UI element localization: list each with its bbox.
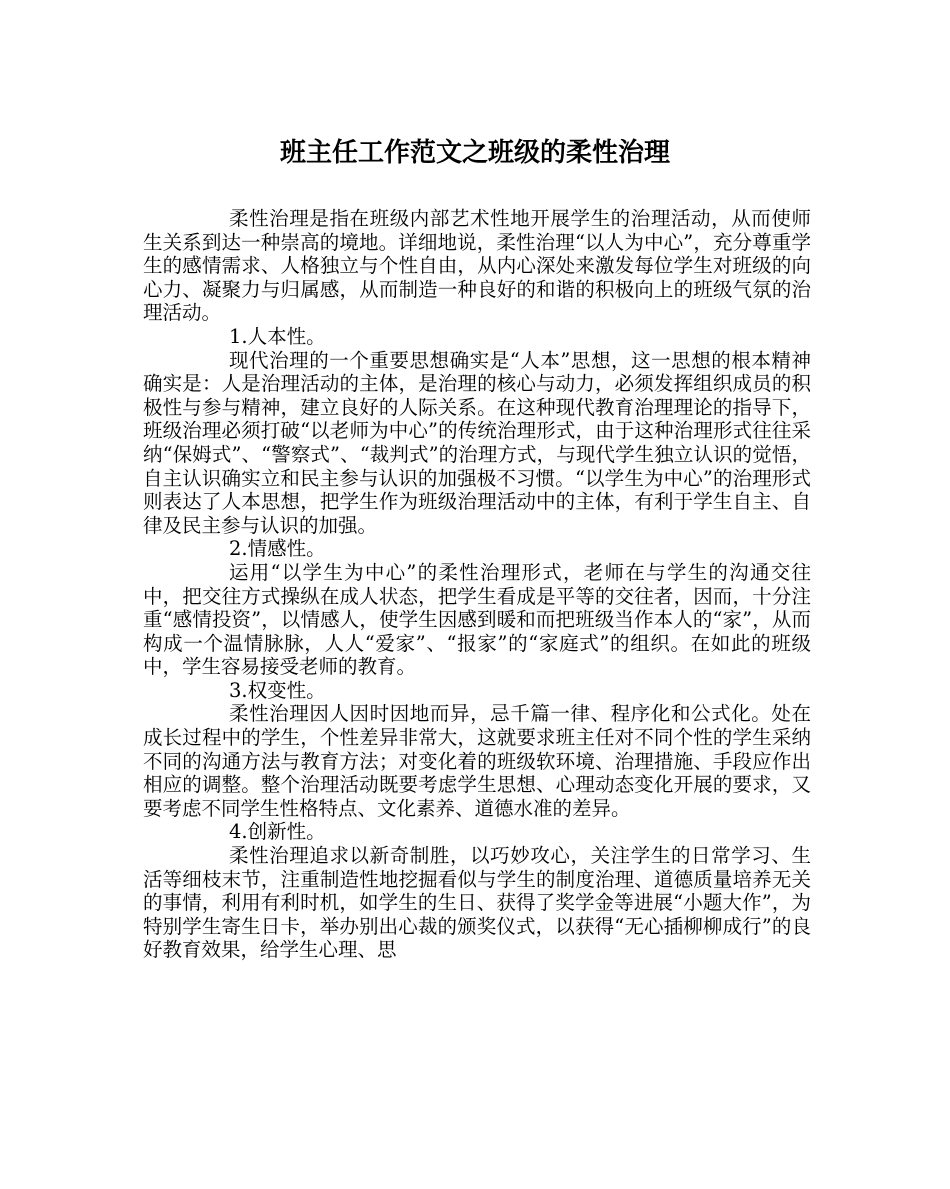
section-heading-1: 1.人本性。 bbox=[229, 324, 326, 348]
document-title: 班主任工作范文之班级的柔性治理 bbox=[279, 138, 670, 168]
paragraph-4: 柔性治理追求以新奇制胜，以巧妙攻心，关注学生的日常学习、生活等细枝末节，注重制造性地挖掘看似与学生的制度治理、道德质量培养无关的事情，利用有利时机，如学生的生日、获得了奖学金等进展“小题大作”，为特别学生寄生日卡，举办别出心裁的颁奖仪式，以获得“无心插柳柳成行”的良好教育效果，给学生心理、思 bbox=[143, 844, 811, 962]
paragraph-intro: 柔性治理是指在班级内部艺术性地开展学生的治理活动，从而使师生关系到达一种崇高的境地。详细地说，柔性治理“以人为中心”，充分尊重学生的感情需求、人格独立与个性自由，从内心深处来激发每位学生对班级的向心力、凝聚力与归属感，从而制造一种良好的和谐的积极向上的班级气氛的治理活动。 bbox=[143, 207, 811, 325]
section-heading-2: 2.情感性。 bbox=[229, 537, 326, 561]
section-heading-4: 4.创新性。 bbox=[229, 820, 326, 844]
paragraph-3: 柔性治理因人因时因地而异，忌千篇一律、程序化和公式化。处在成长过程中的学生，个性差异非常大，这就要求班主任对不同个性的学生采纳不同的沟通方法与教育方法；对变化着的班级软环境、治理措施、手段应作出相应的调整。整个治理活动既要考虑学生思想、心理动态变化开展的要求，又要考虑不同学生性格特点、文化素养、道德水准的差异。 bbox=[143, 702, 811, 820]
paragraph-1: 现代治理的一个重要思想确实是“人本”思想，这一思想的根本精神确实是：人是治理活动的主体，是治理的核心与动力，必须发挥组织成员的积极性与参与精神，建立良好的人际关系。在这种现代教育治理理论的指导下，班级治理必须打破“以老师为中心”的传统治理形式，由于这种治理形式往往采纳“保姆式”、“警察式”、“裁判式”的治理方式，与现代学生独立认识的觉悟，自主认识确实立和民主参与认识的加强极不习惯。“以学生为中心”的治理形式则表达了人本思想，把学生作为班级治理活动中的主体，有利于学生自主、自律及民主参与认识的加强。 bbox=[143, 348, 811, 537]
section-heading-3: 3.权变性。 bbox=[229, 678, 326, 702]
document-body bbox=[143, 207, 811, 962]
paragraph-2: 运用“以学生为中心”的柔性治理形式，老师在与学生的沟通交往中，把交往方式操纵在成人状态，把学生看成是平等的交往者，因而，十分注重“感情投资”，以情感人，使学生因感到暖和而把班级当作本人的“家”，从而构成一个温情脉脉，人人“爱家”、“报家”的“家庭式”的组织。在如此的班级中，学生容易接受老师的教育。 bbox=[143, 560, 811, 679]
